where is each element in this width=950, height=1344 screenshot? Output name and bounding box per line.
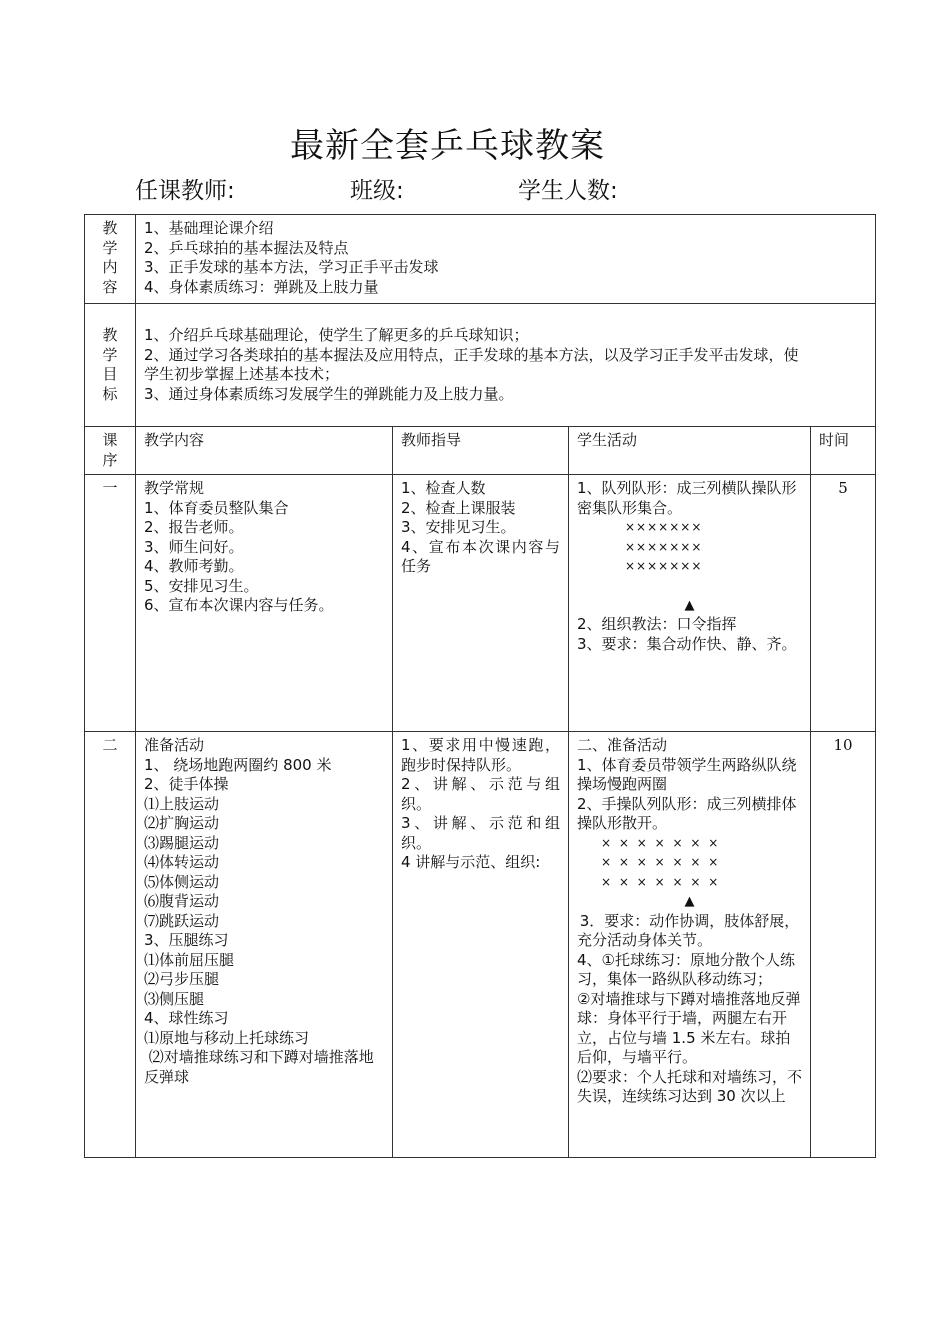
order-column-header: 课 序 bbox=[85, 427, 136, 475]
teaching-content-row bbox=[85, 215, 876, 304]
student-count-label: 学生人数: bbox=[518, 178, 618, 204]
teaching-goal-label: 教 学 目 标 bbox=[85, 304, 136, 427]
student-column-header: 学生活动 bbox=[569, 427, 811, 475]
time-column-header: 时间 bbox=[811, 427, 876, 475]
teaching-content-list bbox=[136, 215, 876, 304]
lesson-plan-table bbox=[84, 214, 876, 1158]
section-student-activity: 二、准备活动 1、体育委员带领学生两路纵队绕操场慢跑两圈 2、手操队列队形：成三列横排体操队形散开。 × × × × × × × × × × × × × × × × × × × × × ▲ 3．要求：动作协调，肢体舒展， 充分活动身体关节。 4、①托球练习：原地分散个人练习，集体一路纵队移动练习； ②对墙推球与下蹲对墙推落地反弹球：身体平行于墙，两腿左右开立，占位与墙 1.5 米左右。球拍后仰，与墙平行。 ⑵要求：个人托球和对墙练习，不失误，连续练习达到 30 次以上 bbox=[569, 732, 811, 1158]
section-content: 教学常规 1、体育委员整队集合 2、报告老师。 3、师生问好。 4、教师考勤。 5、安排见习生。 6、宣布本次课内容与任务。 bbox=[136, 475, 393, 732]
column-header-row bbox=[85, 427, 876, 475]
section-number: 一 bbox=[85, 475, 136, 732]
teacher-column-header: 教师指导 bbox=[393, 427, 569, 475]
list-item: 2、通过学习各类球拍的基本握法及应用特点，正手发球的基本方法，以及学习正手发平击发球，使 bbox=[144, 345, 799, 364]
teacher-label: 任课教师: bbox=[135, 178, 235, 204]
teaching-goal-row bbox=[85, 304, 876, 427]
section-number: 二 bbox=[85, 732, 136, 1158]
section-teacher-guidance: 1、要求用中慢速跑，跑步时保持队形。 2、讲解、示范与组织。 3、讲解、示范和组织。 4 讲解与示范、组织: bbox=[393, 732, 569, 1158]
list-item: 2、乒乓球拍的基本握法及特点 bbox=[144, 238, 349, 257]
list-item: 3、正手发球的基本方法，学习正手平击发球 bbox=[144, 258, 439, 276]
content-column-header: 教学内容 bbox=[136, 427, 393, 475]
formation-row: ××××××× bbox=[625, 559, 703, 573]
class-label: 班级: bbox=[350, 178, 404, 204]
section-time: 5 bbox=[811, 475, 876, 732]
document-title: 最新全套乒乓球教案 bbox=[290, 126, 605, 166]
section-content: 准备活动 1、 绕场地跑两圈约 800 米 2、徒手体操 ⑴上肢运动 ⑵扩胸运动 ⑶踢腿运动 ⑷体转运动 ⑸体侧运动 ⑹腹背运动 ⑺跳跃运动 3、压腿练习 ⑴体前屈压腿 ⑵弓步压腿 ⑶侧压腿 4、球性练习 ⑴原地与移动上托球练习 ⑵对墙推球练习和下蹲对墙推落地反弹球 bbox=[136, 732, 393, 1158]
teacher-position-icon: ▲ bbox=[684, 894, 695, 909]
formation-row: × × × × × × × bbox=[601, 835, 721, 850]
list-item: 3、通过身体素质练习发展学生的弹跳能力及上肢力量。 bbox=[144, 384, 514, 403]
list-item: 1、介绍乒乓球基础理论，使学生了解更多的乒乓球知识； bbox=[144, 326, 529, 344]
teaching-content-label: 教 学 内 容 bbox=[85, 215, 136, 304]
formation-row: ××××××× bbox=[625, 539, 703, 554]
section-time: 10 bbox=[811, 732, 876, 1158]
formation-row: × × × × × × × bbox=[601, 855, 721, 869]
formation-row: × × × × × × × bbox=[601, 874, 721, 889]
list-item: 4、身体素质练习：弹跳及上肢力量 bbox=[144, 277, 379, 296]
section-teacher-guidance: 1、检查人数 2、检查上课服装 3、安排见习生。 4、宣布本次课内容与任务 bbox=[393, 475, 569, 732]
list-item: 学生初步掌握上述基本技术； bbox=[144, 365, 340, 383]
section-row-2 bbox=[85, 732, 876, 1158]
section-row-1 bbox=[85, 475, 876, 732]
teaching-goal-list bbox=[136, 304, 876, 427]
formation-row: ××××××× bbox=[625, 520, 703, 534]
teacher-position-icon: ▲ bbox=[684, 597, 695, 613]
section-student-activity: 1、队列队形：成三列横队操队形密集队形集合。 ××××××× ××××××× ××××××× ▲ 2、组织教法：口令指挥 3、要求：集合动作快、静、齐。 bbox=[569, 475, 811, 732]
list-item: 1、基础理论课介绍 bbox=[144, 219, 274, 237]
